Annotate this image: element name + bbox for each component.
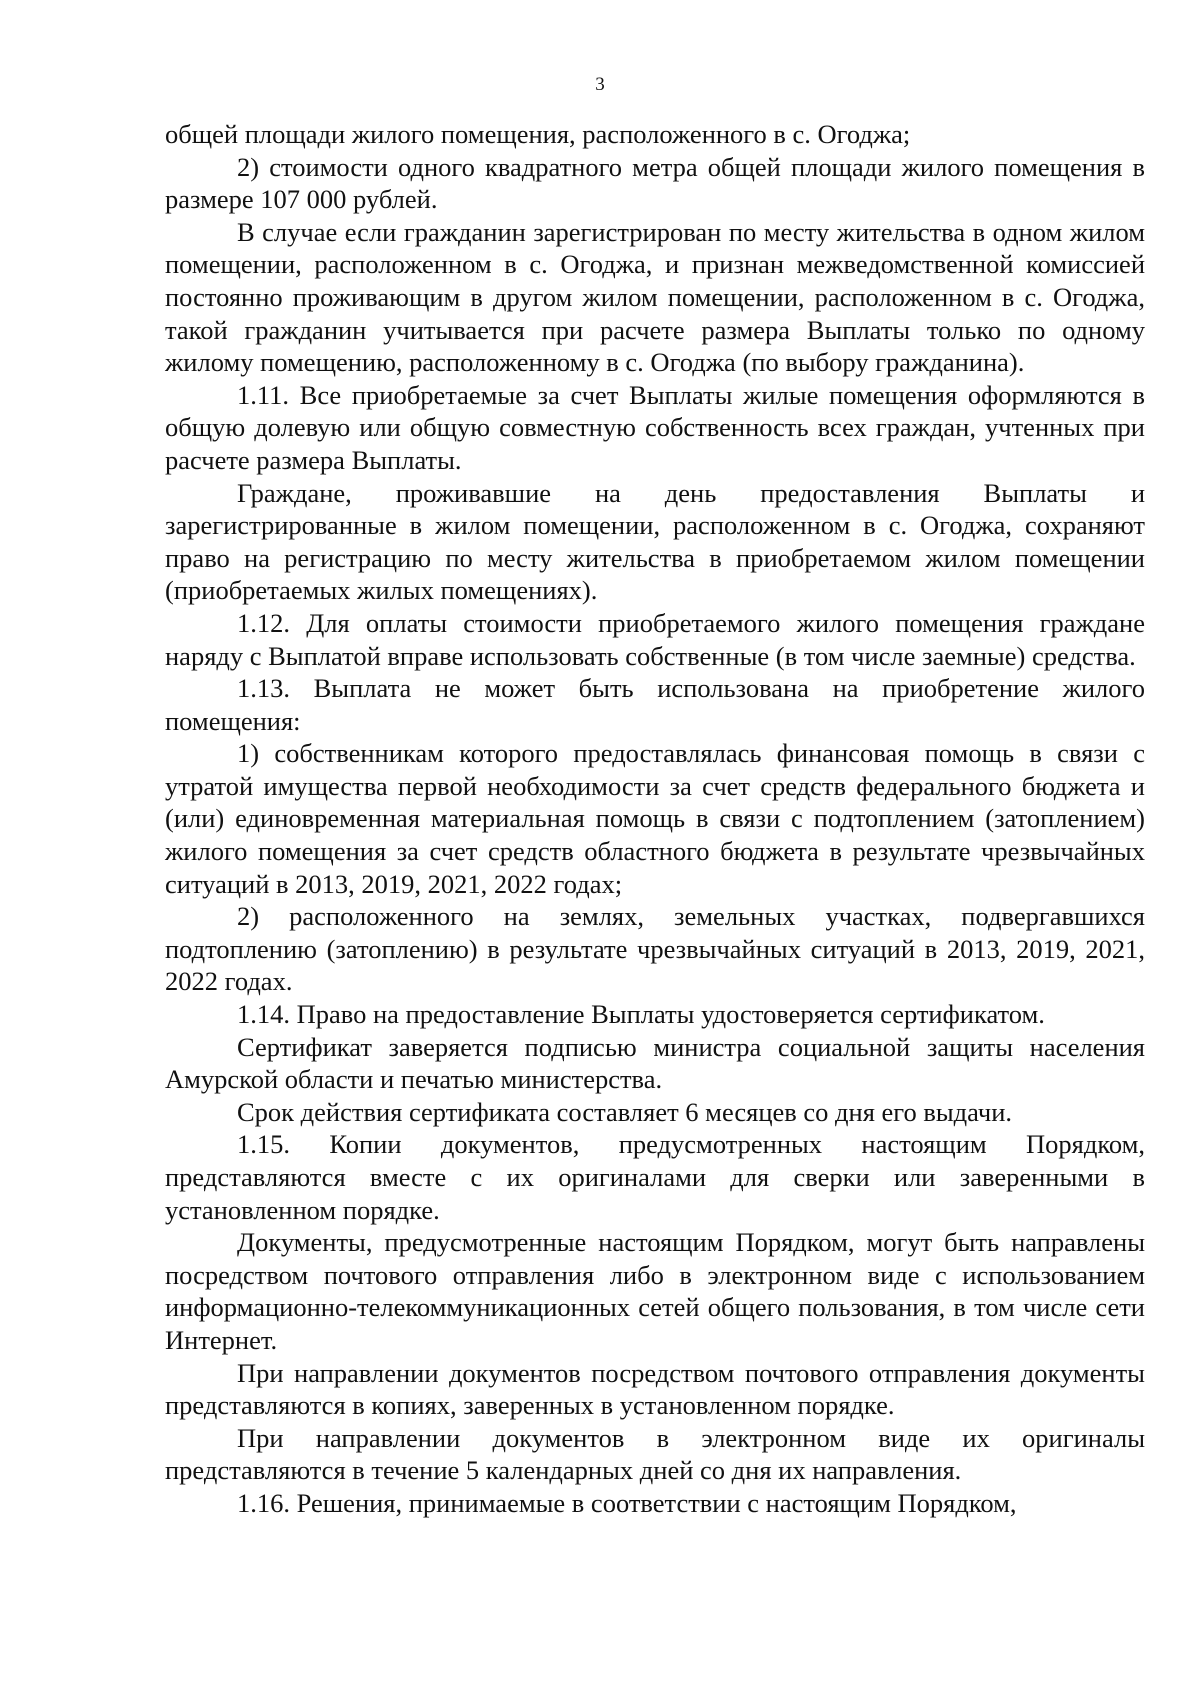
paragraph-1-12: 1.12. Для оплаты стоимости приобретаемого жилого помещения граждане наряду с Выплатой вправе использовать собственные (в том числе заемные) средства. [165, 607, 1145, 671]
paragraph-certificate-validity: Срок действия сертификата составляет 6 месяцев со дня его выдачи. [237, 1096, 1012, 1127]
page-number: 3 [595, 74, 605, 95]
paragraph-postal-copies: При направлении документов посредством почтового отправления документы представляются в копиях, заверенных в установленном порядке. [165, 1357, 1145, 1421]
paragraph-1-13: 1.13. Выплата не может быть использована на приобретение жилого помещения: [165, 673, 1145, 736]
paragraph-documents-sending: Документы, предусмотренные настоящим Порядком, могут быть направлены посредством почтового отправления либо в электронном виде с использованием информационно-телекоммуникационных сетей общего пользования, в том числе сети Интернет. [165, 1227, 1145, 1355]
paragraph-1-13-item-1: 1) собственникам которого предоставлялась финансовая помощь в связи с утратой имущества первой необходимости за счет средств федерального бюджета и (или) единовременная материальная помощь в связи с подтоплением (затоплением) жилого помещения за счет средств областного бюджета в результате чрезвычайных ситуаций в 2013, 2019, 2021, 2022 годах; [165, 738, 1145, 899]
paragraph-certificate-signature: Сертификат заверяется подписью министра социальной защиты населения Амурской области и печатью министерства. [165, 1031, 1145, 1095]
paragraph-1-13-item-2: 2) расположенного на землях, земельных участках, подвергавшихся подтоплению (затоплению) в результате чрезвычайных ситуаций в 2013, 2019, 2021, 2022 годах. [165, 901, 1145, 997]
document-body [165, 118, 1145, 1520]
paragraph-1-16: 1.16. Решения, принимаемые в соответствии с настоящим Порядком, [237, 1487, 1017, 1518]
paragraph-electronic-originals: При направлении документов в электронном виде их оригиналы представляются в течение 5 календарных дней со дня их направления. [165, 1422, 1145, 1486]
paragraph-1-11: 1.11. Все приобретаемые за счет Выплаты жилые помещения оформляются в общую долевую или общую совместную собственность всех граждан, учтенных при расчете размера Выплаты. [165, 379, 1145, 475]
paragraph-item-2-cost: 2) стоимости одного квадратного метра общей площади жилого помещения в размере 107 000 рублей. [165, 151, 1145, 215]
paragraph-citizens-registration: Граждане, проживавшие на день предоставления Выплаты и зарегистрированные в жилом помещении, расположенном в с. Огоджа, сохраняют право на регистрацию по месту жительства в приобретаемом жилом помещении (приобретаемых жилых помещениях). [165, 477, 1145, 606]
paragraph-1-14: 1.14. Право на предоставление Выплаты удостоверяется сертификатом. [237, 999, 1045, 1030]
paragraph-1-15: 1.15. Копии документов, предусмотренных настоящим Порядком, представляются вместе с их оригиналами для сверки или заверенными в установленном порядке. [165, 1129, 1145, 1225]
paragraph-registration-case: В случае если гражданин зарегистрирован по месту жительства в одном жилом помещении, расположенном в с. Огоджа, и признан межведомственной комиссией постоянно проживающим в другом жилом помещении, расположенном в с. Огоджа, такой гражданин учитывается при расчете размера Выплаты только по одному жилому помещению, расположенному в с. Огоджа (по выбору гражданина). [165, 216, 1145, 378]
paragraph-continuation: общей площади жилого помещения, расположенного в с. Огоджа; [165, 119, 911, 149]
